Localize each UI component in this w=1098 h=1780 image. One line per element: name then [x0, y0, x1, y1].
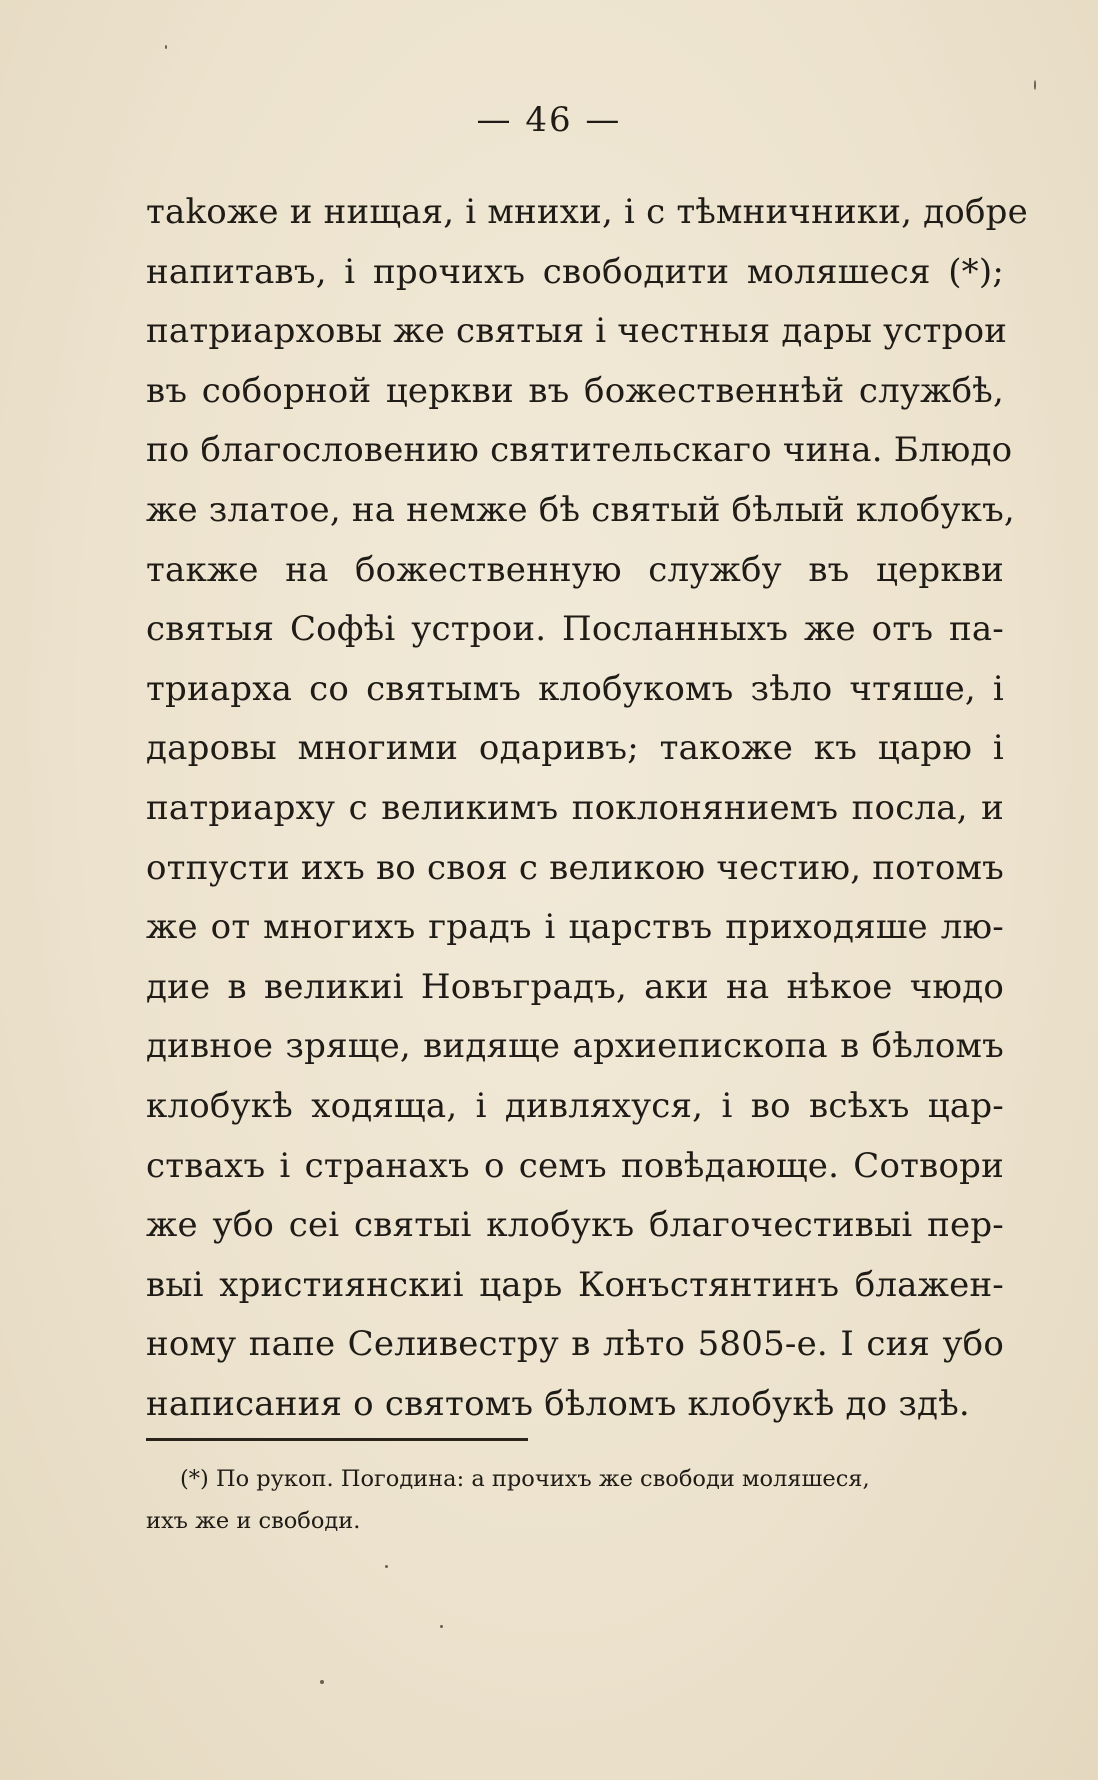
text-line: же убо сеі святыі клобукъ благочестивыі пер- [146, 1205, 1004, 1246]
text-line: напитавъ, і прочихъ свободити моляшеся (*); [146, 251, 1004, 292]
text-line: по благословению святительскаго чина. Блюдо [146, 430, 1013, 471]
footnote-line: (*) По рукоп. Погодина: а прочихъ же свободи моляшеся, [180, 1466, 870, 1492]
paper-speck [320, 1680, 324, 1684]
paper-speck [1034, 80, 1036, 90]
page-number: — 46 — [476, 100, 622, 140]
text-line: выі християнскиі царь Конъстянтинъ блажен- [146, 1264, 1004, 1305]
text-line: триарха со святымъ клобукомъ зѣло чтяше, і [146, 668, 1004, 709]
text-line: клобукѣ ходяща, і дивляхуся, і во всѣхъ цар- [146, 1085, 1004, 1126]
footnote-divider [146, 1438, 528, 1441]
text-line: дие в великиі Новъградъ, аки на нѣкое чюдо [146, 966, 1004, 1007]
text-line: же златое, на немже бѣ святый бѣлый клобукъ, [146, 489, 1015, 530]
paper-speck [165, 45, 167, 49]
text-line: ствахъ і странахъ о семъ повѣдающе. Сотвори [146, 1145, 1004, 1186]
footnote-line: ихъ же и свободи. [146, 1508, 361, 1534]
text-line: патриарху с великимъ поклоняниемъ посла, и [146, 787, 1004, 828]
body-text [146, 183, 1028, 1434]
footnote [146, 1458, 1016, 1542]
text-line: таkоже и нищая, і мнихи, і с тѣмничники, добре [146, 192, 1028, 232]
text-line: же от многихъ градъ і царствъ приходяше лю- [146, 907, 1004, 948]
text-line: патриарховы же святыя і честныя дары устрои [146, 311, 1008, 352]
text-line: ному папе Селивестру в лѣто 5805-е. І сия убо [146, 1324, 1004, 1365]
text-line: святыя Софѣі устрои. Посланныхъ же отъ па- [146, 609, 1004, 650]
text-line: въ соборной церкви въ божественнѣй службѣ, [146, 370, 1004, 411]
paper-speck [385, 1565, 388, 1568]
text-line: также на божественную службу въ церкви [146, 549, 1004, 590]
text-line: написания о святомъ бѣломъ клобукѣ до здѣ. [146, 1383, 970, 1424]
text-line: даровы многими одаривъ; такоже къ царю і [146, 728, 1004, 769]
text-line: дивное зряще, видяще архиепископа в бѣломъ [146, 1026, 1004, 1067]
paper-speck [440, 1625, 443, 1628]
text-line: отпусти ихъ во своя с великою честию, потомъ [146, 847, 1004, 888]
